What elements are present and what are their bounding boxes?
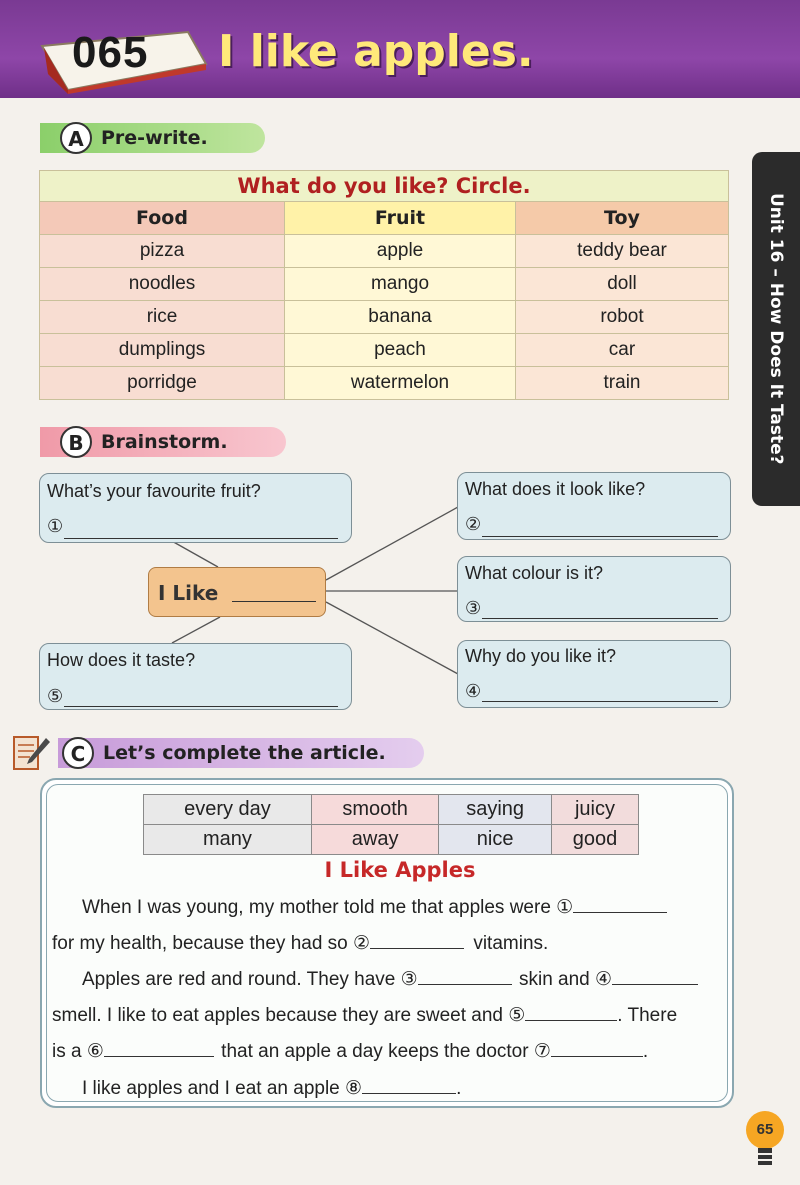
answer-line-3[interactable] xyxy=(482,617,718,619)
fruit-mango[interactable]: mango xyxy=(285,268,516,301)
word-bank xyxy=(143,794,639,855)
blank-number-4: ④ xyxy=(465,681,482,701)
word-juicy: juicy xyxy=(551,795,638,825)
unit-title: Unit 16 – How Does It Taste? xyxy=(766,193,786,465)
food-noodles[interactable]: noodles xyxy=(40,268,285,301)
article-text-2a: for my health, because they had so ② xyxy=(52,933,371,954)
blank-number-5: ⑤ xyxy=(47,686,64,706)
article-line-3 xyxy=(82,966,698,991)
article-blank-2[interactable] xyxy=(370,930,464,949)
article-text-4a: smell. I like to eat apples because they are sweet and ⑤ xyxy=(52,1005,526,1026)
blank-number-2: ② xyxy=(465,514,482,534)
toy-teddy-bear[interactable]: teddy bear xyxy=(516,235,729,268)
toy-robot[interactable]: robot xyxy=(516,301,729,334)
article-text-6b: . xyxy=(456,1078,462,1099)
header-fruit: Fruit xyxy=(285,202,516,235)
question-colour: What colour is it? xyxy=(465,563,604,583)
food-dumplings[interactable]: dumplings xyxy=(40,334,285,367)
answer-line-4[interactable] xyxy=(482,700,718,702)
article-line-6 xyxy=(82,1075,461,1100)
section-a-label: Pre-write. xyxy=(101,127,208,149)
lightbulb-icon xyxy=(745,1108,785,1170)
blank-number-3: ③ xyxy=(465,598,482,618)
article-text-5a: is a ⑥ xyxy=(52,1041,104,1062)
question-taste: How does it taste? xyxy=(47,650,196,670)
header-toy: Toy xyxy=(516,202,729,235)
article-blank-6[interactable] xyxy=(104,1038,214,1057)
article-text-4b: . There xyxy=(617,1005,678,1026)
article-line-4 xyxy=(52,1002,677,1027)
section-b-label: Brainstorm. xyxy=(101,431,228,453)
article-text-2b: vitamins. xyxy=(473,933,549,954)
fruit-watermelon[interactable]: watermelon xyxy=(285,367,516,400)
food-pizza[interactable]: pizza xyxy=(40,235,285,268)
word-smooth: smooth xyxy=(311,795,438,825)
article-blank-8[interactable] xyxy=(362,1075,456,1094)
page-number: 65 xyxy=(756,1121,774,1138)
center-answer-line[interactable] xyxy=(232,600,316,602)
article-title: I Like Apples xyxy=(324,858,476,882)
fruit-banana[interactable]: banana xyxy=(285,301,516,334)
article-blank-7[interactable] xyxy=(551,1038,643,1057)
food-porridge[interactable]: porridge xyxy=(40,367,285,400)
section-a-letter: A xyxy=(60,122,92,154)
answer-line-5[interactable] xyxy=(64,705,338,707)
writing-pencil-icon xyxy=(12,734,52,772)
word-every-day: every day xyxy=(144,795,312,825)
header-food: Food xyxy=(40,202,285,235)
article-text-3a: Apples are red and round. They have ③ xyxy=(82,969,418,990)
answer-line-2[interactable] xyxy=(482,535,718,537)
toy-car[interactable]: car xyxy=(516,334,729,367)
article-line-1 xyxy=(82,894,667,919)
blank-number-1: ① xyxy=(47,516,64,536)
center-i-like-label: I Like xyxy=(158,581,219,605)
article-blank-5[interactable] xyxy=(525,1002,617,1021)
article-text-6a: I like apples and I eat an apple ⑧ xyxy=(82,1078,363,1099)
article-line-2 xyxy=(52,930,548,955)
toy-train[interactable]: train xyxy=(516,367,729,400)
section-b-letter: B xyxy=(60,426,92,458)
word-nice: nice xyxy=(439,825,552,855)
article-text-5b: that an apple a day keeps the doctor ⑦ xyxy=(221,1041,551,1062)
word-away: away xyxy=(311,825,438,855)
fruit-peach[interactable]: peach xyxy=(285,334,516,367)
article-blank-1[interactable] xyxy=(573,894,667,913)
answer-line-1[interactable] xyxy=(64,537,338,539)
word-good: good xyxy=(551,825,638,855)
toy-doll[interactable]: doll xyxy=(516,268,729,301)
page-title: I like apples. xyxy=(218,26,534,77)
article-text-5c: . xyxy=(642,1041,649,1062)
article-text-1a: When I was young, my mother told me that apples were ① xyxy=(82,897,574,918)
word-saying: saying xyxy=(439,795,552,825)
table-caption: What do you like? Circle. xyxy=(40,171,729,202)
fruit-apple[interactable]: apple xyxy=(285,235,516,268)
article-blank-3[interactable] xyxy=(418,966,512,985)
section-c-label: Let’s complete the article. xyxy=(103,742,386,764)
lesson-number: 065 xyxy=(72,28,149,77)
food-rice[interactable]: rice xyxy=(40,301,285,334)
question-favourite-fruit: What’s your favourite fruit? xyxy=(47,481,261,501)
question-why: Why do you like it? xyxy=(465,646,617,666)
question-look-like: What does it look like? xyxy=(465,479,646,499)
article-text-3b: skin and ④ xyxy=(518,969,613,990)
word-many: many xyxy=(144,825,312,855)
article-line-5 xyxy=(52,1038,648,1063)
section-c-letter: C xyxy=(62,737,94,769)
article-blank-4[interactable] xyxy=(612,966,698,985)
